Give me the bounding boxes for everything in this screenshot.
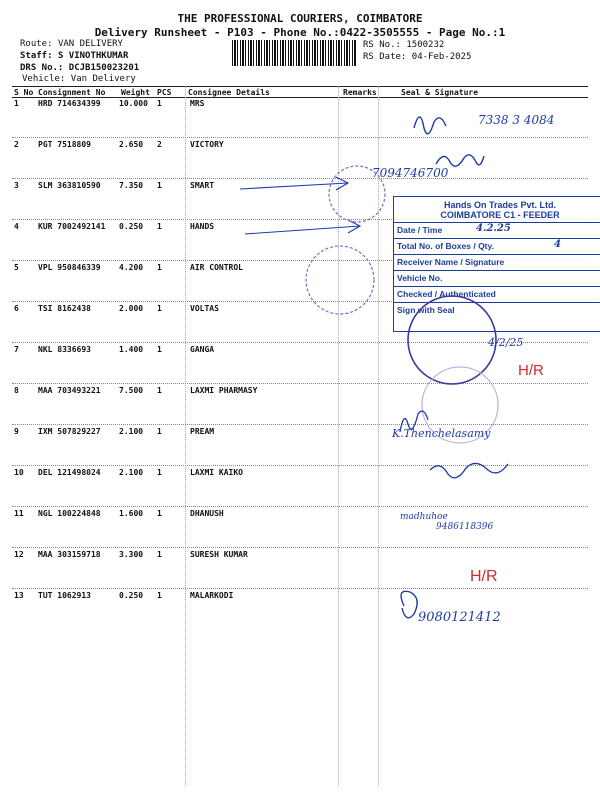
row-consignment-no: SLM 363810590 [38,181,101,190]
col-pcs: PCS [157,88,172,97]
row-sno: 5 [14,263,19,272]
handwritten-phone-row2: 7094746700 [372,166,449,180]
row-weight: 4.200 [119,263,144,272]
row-consignment-no: PGT 7518809 [38,140,91,149]
vehicle-value: Van Delivery [70,74,136,84]
row-sno: 3 [14,181,19,190]
row-consignment-no: TUT 1062913 [38,591,91,600]
row-pcs: 2 [157,140,162,149]
handwritten-phone-row1: 7338 3 4084 [478,113,555,127]
row-pcs: 1 [157,345,162,354]
row-consignment-no: NGL 100224848 [38,509,101,518]
row-sno: 11 [14,509,24,518]
stamp-receiver-label: Receiver Name / Signature [397,257,505,267]
row-consignee: DHANUSH [190,509,224,518]
col-seal: Seal & Signature [401,88,479,97]
row-consignment-no: DEL 121498024 [38,468,101,477]
row-weight: 2.100 [119,468,144,477]
document-subtitle: Delivery Runsheet - P103 - Phone No.:0422-3505555 - Page No.:1 [94,26,506,39]
rs-no-value: 1500232 [406,40,445,50]
stamp-checked-label: Checked / Authenticated [397,289,496,299]
handwritten-name-row9: K.Thenchelasamy [392,427,491,440]
rs-no-label: RS No.: [363,40,401,50]
row-weight: 1.400 [119,345,144,354]
route-value: VAN DELIVERY [57,39,123,49]
rs-date-label: RS Date: [363,52,407,62]
col-consignment: Consignment No [38,88,106,97]
row-pcs: 1 [157,591,162,600]
handwritten-hr-row7: H/R [518,362,544,379]
signature-row1 [414,117,446,134]
signature-row13 [401,591,417,618]
row-weight: 7.350 [119,181,144,190]
row-consignment-no: MAA 303159718 [38,550,101,559]
handwritten-phone-row11: 9486118396 [436,522,494,532]
arrow-row4 [245,220,360,234]
row-sno: 4 [14,222,19,231]
handwritten-hr-row12: H/R [470,568,498,585]
route-label: Route: [20,39,53,49]
row-sno: 10 [14,468,24,477]
row-consignee: MALARKODI [190,591,234,600]
row-pcs: 1 [157,509,162,518]
handwritten-stamp-date: 4/2/25 [488,336,524,349]
row-pcs: 1 [157,99,162,108]
stamp-vehicle-label: Vehicle No. [397,273,443,283]
drs-label: DRS No.: [20,63,64,73]
row-sno: 9 [14,427,19,436]
document-title: THE PROFESSIONAL COURIERS, COIMBATORE [177,12,423,25]
col-consignee: Consignee Details [188,88,270,97]
row-weight: 0.250 [119,591,144,600]
row-sno: 8 [14,386,19,395]
row-weight: 10.000 [119,99,148,108]
row-pcs: 1 [157,304,162,313]
stamp-company: Hands On Trades Pvt. Ltd. [443,200,557,210]
vehicle-label: Vehicle: [22,74,66,84]
row-consignee: LAXMI KAIKO [190,468,243,477]
handwritten-phone-row13: 9080121412 [418,610,501,625]
row-consignee: GANGA [190,345,215,354]
row-consignment-no: HRD 714634399 [38,99,101,108]
row-consignment-no: KUR 7002492141 [38,222,106,231]
staff-value: S VINOTHKUMAR [57,51,129,61]
col-remarks: Remarks [343,88,377,97]
row-weight: 2.650 [119,140,144,149]
row-weight: 7.500 [119,386,144,395]
round-seal-right [408,296,496,384]
row-pcs: 1 [157,550,162,559]
row-consignee: VOLTAS [190,304,219,313]
rs-date-value: 04-Feb-2025 [411,52,472,62]
row-consignee: SMART [190,181,215,190]
row-consignment-no: TSI 8162438 [38,304,91,313]
row-consignee: SURESH KUMAR [190,550,248,559]
row-weight: 2.100 [119,427,144,436]
row-weight: 3.300 [119,550,144,559]
row-sno: 1 [14,99,19,108]
stamp-boxes-label: Total No. of Boxes / Qty. [397,241,494,251]
row-sno: 7 [14,345,19,354]
row-consignee: AIR CONTROL [190,263,243,272]
col-sno: S No [14,88,34,97]
col-weight: Weight [121,88,150,97]
row-pcs: 1 [157,263,162,272]
row-consignment-no: IXM 507829227 [38,427,101,436]
row-consignment-no: MAA 703493221 [38,386,101,395]
row-consignee: HANDS [190,222,215,231]
staff-label: Staff: [20,51,53,61]
row-weight: 1.600 [119,509,144,518]
row-consignee: MRS [190,99,205,108]
row-consignee: PREAM [190,427,215,436]
stamp-boxes-value: 4 [554,239,561,250]
drs-value: DCJB150023201 [68,63,140,73]
row-sno: 2 [14,140,19,149]
row-pcs: 1 [157,181,162,190]
row-consignment-no: NKL 8336693 [38,345,91,354]
row-consignee: VICTORY [190,140,224,149]
row-pcs: 1 [157,468,162,477]
handwritten-name-row11: madhuhoe [400,512,448,522]
row-pcs: 1 [157,222,162,231]
row-sno: 6 [14,304,19,313]
stamp-date-label: Date / Time [397,225,443,235]
row-pcs: 1 [157,386,162,395]
stamp-sign-label: Sign with Seal [397,305,455,315]
stamp-date-value: 4.2.25 [476,223,511,234]
row-consignee: LAXMI PHARMASY [190,386,258,395]
row-weight: 0.250 [119,222,144,231]
row-pcs: 1 [157,427,162,436]
round-seal-mid [306,246,374,314]
signature-row2 [436,155,484,166]
stamp-branch: COIMBATORE C1 - FEEDER [394,210,600,223]
row-weight: 2.000 [119,304,144,313]
arrow-row3 [240,177,348,190]
signature-row10 [430,463,508,477]
row-consignment-no: VPL 950846339 [38,263,101,272]
row-sno: 13 [14,591,24,600]
row-sno: 12 [14,550,24,559]
